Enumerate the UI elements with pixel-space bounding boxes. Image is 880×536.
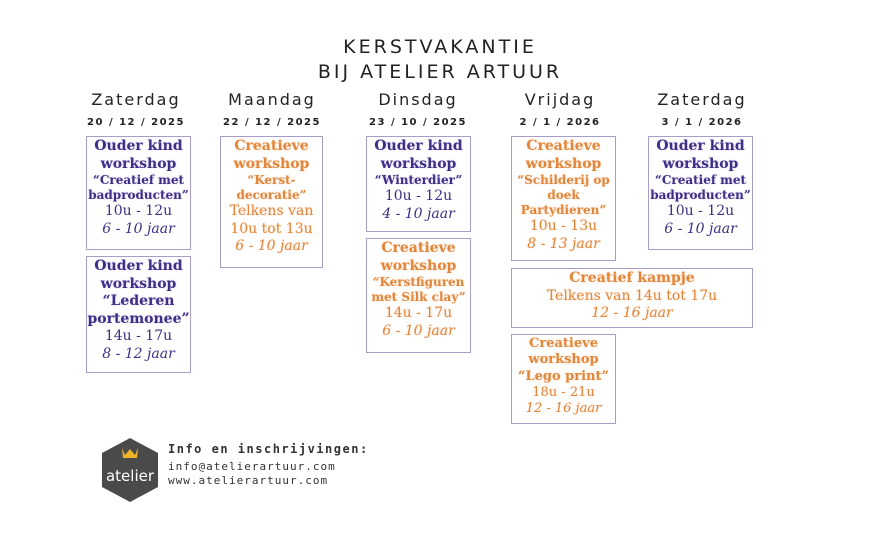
event-subtitle: decoratie” [236,188,307,202]
event-age: 4 - 10 jaar [382,205,455,222]
event-title: workshop [380,155,457,172]
event-age: 8 - 13 jaar [527,235,600,252]
event-age: 12 - 16 jaar [591,305,673,321]
event-title: Ouder kind [656,138,745,154]
event-subtitle: “Creatief met [654,173,747,187]
event-time: 10u - 12u [666,203,735,219]
event-title: workshop [525,155,602,172]
day-header-mon-22 [212,90,332,128]
day-name: Dinsdag [378,90,458,109]
event-title: Ouder kind [94,138,183,154]
event-subtitle: portemonee” [87,310,190,327]
event-age: 6 - 10 jaar [102,220,175,237]
event-subtitle: met Silk clay” [371,290,466,304]
event-card-creatief-kampje [511,268,753,328]
event-title: Ouder kind [374,138,463,154]
event-title: workshop [233,155,310,172]
logo-text: atelier [105,467,155,485]
event-title: workshop [100,275,177,292]
title-line-1: KERSTVAKANTIE [343,36,537,58]
event-title: workshop [380,257,457,274]
day-date: 3 / 1 / 2026 [661,117,743,128]
event-age: 6 - 10 jaar [382,322,455,339]
event-card-tue-23-morning [366,136,471,232]
day-header-tue-23 [358,90,478,128]
event-subtitle: “Kerstfiguren [372,275,465,289]
event-title: Creatieve [529,336,598,351]
event-title: workshop [528,352,599,368]
event-title: Creatief kampje [569,270,695,286]
event-card-sat-20-morning [86,136,191,250]
event-card-sat-3 [648,136,753,250]
event-subtitle: “Schilderij op [517,173,610,187]
event-subtitle: “Kerst- [247,173,296,187]
event-card-sat-20-afternoon [86,256,191,373]
event-subtitle: “Lederen [102,293,175,309]
event-title: Creatieve [381,240,456,256]
info-email-link[interactable]: info@atelierartuur.com [168,460,336,473]
event-time: 10u - 12u [384,188,453,204]
event-subtitle: doek [547,188,580,202]
day-date: 2 / 1 / 2026 [519,117,601,128]
atelier-logo [100,438,160,502]
event-time: Telkens van 14u tot 17u [546,287,718,304]
event-card-fri-2-morning [511,136,616,261]
event-title: workshop [100,155,177,172]
info-heading: Info en inschrijvingen: [168,442,369,456]
event-subtitle: “Lego print” [518,368,609,384]
event-subtitle: badproducten” [88,188,189,202]
title-line-2: BIJ ATELIER ARTUUR [317,61,563,83]
event-age: 12 - 16 jaar [525,401,602,416]
event-time: 14u - 17u [104,328,173,344]
event-card-mon-22 [220,136,323,268]
event-title: Creatieve [526,138,601,154]
event-card-fri-2-evening [511,334,616,424]
day-header-sat-3 [642,90,762,128]
event-subtitle: “Creatief met [92,173,185,187]
event-subtitle: badproducten” [650,188,751,202]
event-time: 10u tot 13u [230,220,313,237]
event-subtitle: “Winterdier” [374,173,463,187]
day-date: 23 / 10 / 2025 [369,117,467,128]
info-website-link[interactable]: www.atelierartuur.com [168,474,329,487]
event-time: 10u - 12u [104,203,173,219]
day-name: Vrijdag [524,90,596,109]
event-time: 14u - 17u [384,305,453,321]
event-time: 10u - 13u [529,218,598,234]
day-name: Zaterdag [91,90,181,109]
event-card-tue-23-afternoon [366,238,471,353]
event-time: Telkens van [229,203,314,219]
event-age: 8 - 12 jaar [102,345,175,362]
day-header-fri-2 [500,90,620,128]
event-age: 6 - 10 jaar [235,238,308,254]
day-date: 22 / 12 / 2025 [223,117,321,128]
day-date: 20 / 12 / 2025 [87,117,185,128]
day-name: Maandag [228,90,316,109]
event-title: Creatieve [234,138,309,154]
event-subtitle: Partydieren” [520,203,607,217]
event-title: Ouder kind [94,258,183,274]
day-header-sat-20 [76,90,196,128]
event-time: 18u - 21u [532,384,595,400]
day-name: Zaterdag [657,90,747,109]
event-title: workshop [662,155,739,172]
event-age: 6 - 10 jaar [664,220,737,237]
